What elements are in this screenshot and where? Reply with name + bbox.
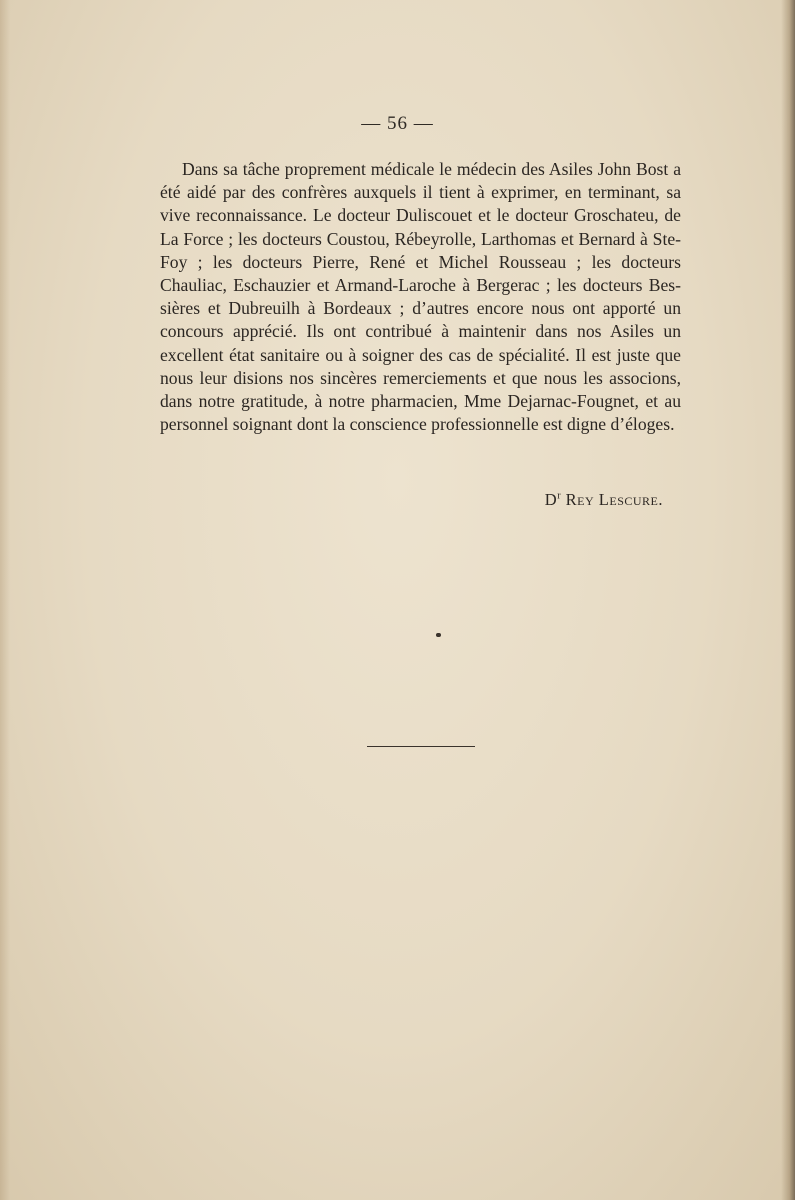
body-paragraph: Dans sa tâche proprement médicale le médecin des Asiles John Bost a été aidé par des confrères auxquels il tient à exprimer, en terminant, sa vive reconnaissance. Le docteur Duliscouet et le docteur Groschateu, de La Force ; les docteurs Coustou, Rébeyrolle, Larthomas et Bernard à Ste-Foy ; les docteurs Pierre, René et Michel Rousseau ; les docteurs Chauliac, Eschauzier et Armand-Laroche à Bergerac ; les docteurs Bessières et Dubreuilh à Bordeaux ; d’autres encore nous ont apporté un concours apprécié. Ils ont contribué à maintenir dans nos Asiles un excellent état sanitaire ou à soigner des cas de spécialité. Il est juste que nous leur disions nos sincères remerciements et que nous les associons, dans notre gratitude, à notre pharmacien, Mme Dejarnac-Fougnet, et au personnel soignant dont la conscience professionnelle est digne d’éloges.: [160, 159, 681, 435]
signature-title-superscript: r: [557, 490, 562, 502]
page-number: — 56 —: [361, 113, 434, 134]
signature-prefix: D: [544, 490, 558, 509]
closing-rule: [367, 746, 475, 747]
signature-name: Rey Lescure.: [565, 490, 663, 509]
signature: [400, 490, 663, 510]
ink-speck: [436, 633, 441, 637]
